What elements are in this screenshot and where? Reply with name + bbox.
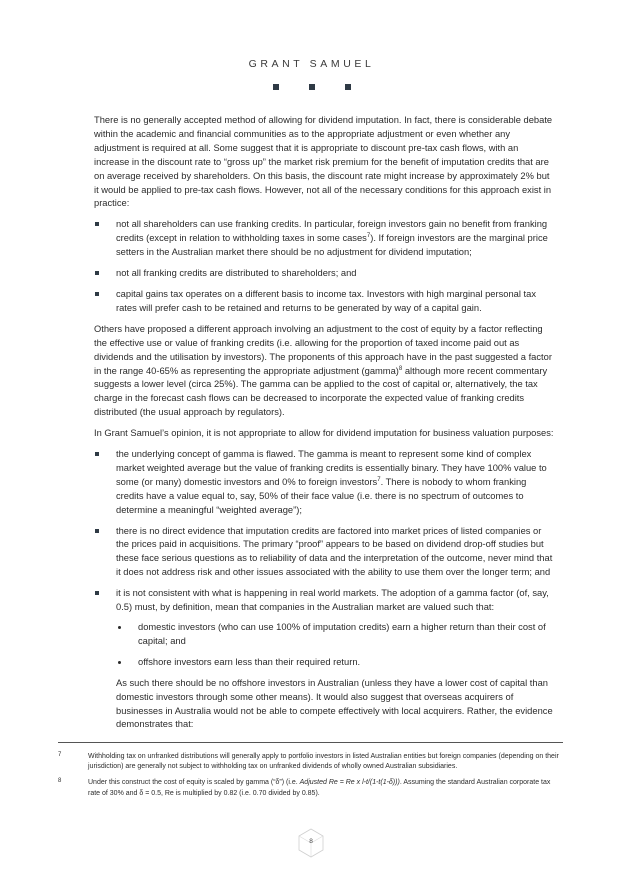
- footnote-ref: 8: [398, 365, 403, 372]
- square-bullet-icon: [95, 529, 99, 533]
- square-bullet-icon: [95, 271, 99, 275]
- paragraph-intro: There is no generally accepted method of allowing for dividend imputation. In fact, there is considerable debate within the academic and financial communities as to the appropriate adjustment or even whether any adjustment is required at all. Some suggest that it is appropriate to discount pre-tax cash flows, with an increase in the discount rate to “gross up” the market risk premium for the benefit of imputation credits that are on average received by shareholders. On this basis, the discount rate might increase by approximately 2% but it would be applied to pre-tax cash flows. However, not all of the necessary conditions for this approach exist in practice:: [94, 115, 553, 209]
- list-item-text: not all franking credits are distributed to shareholders; and: [116, 268, 357, 279]
- square-icon: [345, 84, 351, 90]
- footnote-text: Under this construct the cost of equity is scaled by gamma (“δ”) (i.e.: [88, 779, 300, 787]
- list-item-text: not all shareholders can use franking credits. In particular, foreign investors gain no benefit from franking credits (except in relation to withholding taxes in some cases: [116, 219, 548, 244]
- page-header: [0, 58, 623, 90]
- list-item: [94, 288, 556, 316]
- square-bullet-icon: [95, 222, 99, 226]
- square-icon: [309, 84, 315, 90]
- dot-bullet-icon: [118, 661, 121, 664]
- footnote-text: Withholding tax on unfranked distributions will generally apply to portfolio investors in listed Australian entities but foreign companies (depending on their jurisdiction) are generally not subject to withholding tax on unfranked dividends of wholly owned Australian subsidiaries.: [88, 753, 559, 771]
- list-item-text: . There is nobody to whom franking credits have a value equal to, say, 50% of their face value (i.e. there is no spectrum of outcomes to determine a meaningful “weighted average”);: [116, 476, 527, 515]
- footnote-number: 8: [58, 778, 62, 785]
- footnote-ref: 7: [366, 233, 371, 240]
- paragraph-opinion: In Grant Samuel’s opinion, it is not appropriate to allow for dividend imputation for business valuation purposes:: [94, 428, 554, 439]
- header-squares: [0, 84, 623, 90]
- list-item: [94, 448, 556, 518]
- footnote-formula: Adjusted Re = Re x l-t/(1-t(1-δ))): [299, 779, 400, 787]
- paragraph-text: although more recent commentary suggests a lower level (circa 25%). The gamma can be applied to the cost of capital or, alternatively, the tax charge in the forecast cash flows can be decreased to incorporate the expected value of franking credits distributed (the usual approach by regulators).: [94, 365, 548, 418]
- page-number: 8: [309, 838, 313, 845]
- list-item-text: the underlying concept of gamma is flawed. The gamma is meant to represent some kind of complex market weighted average but the value of franking credits is essentially binary. They have 100% value to some (or many) domestic investors and 0% to foreign investors: [116, 449, 547, 487]
- list-item: [94, 218, 556, 260]
- footnote-text: . Assuming the standard Australian corporate tax rate of 30% and δ = 0.5, Re is multiplied by 0.82 (i.e. 0.70 divided by 0.85).: [88, 779, 551, 797]
- list-item: [94, 267, 556, 281]
- footnote-8: [58, 778, 563, 798]
- brand-logo-text: GRANT SAMUEL: [248, 58, 375, 70]
- footnote-7: [58, 752, 563, 772]
- sub-list-item: [116, 621, 556, 649]
- square-bullet-icon: [95, 591, 99, 595]
- sub-list-item-text: offshore investors earn less than their required return.: [138, 656, 361, 667]
- footnote-ref: 7: [377, 476, 381, 483]
- sub-list-item: [116, 656, 556, 670]
- list-item-text: capital gains tax operates on a different basis to income tax. Investors with high marginal personal tax rates will prefer cash to be retained and returns to be generated by way of a capital gain.: [116, 288, 537, 313]
- footnotes: [58, 742, 563, 805]
- square-bullet-icon: [95, 452, 99, 456]
- square-icon: [273, 84, 279, 90]
- dot-bullet-icon: [118, 626, 121, 629]
- list-item: [94, 525, 556, 581]
- list-item-text: ). If foreign investors are the marginal price setters in the Australian market there should be no adjustment for dividend imputation;: [116, 233, 548, 258]
- footnote-number: 7: [58, 752, 62, 758]
- list-item-text: there is no direct evidence that imputation credits are factored into market prices of listed companies or the prices paid in acquisitions. The primary “proof” appears to be based on dividend drop-off studies but these face serious questions as to reliability of data and the interpretation of the outcome, never mind that it does not address risk and other issues associated with the ability to use them over the longer term; and: [116, 525, 553, 578]
- list-item-continuation: As such there should be no offshore investors in Australian (unless they have a lower cost of capital than domestic investors through some other means). It would also suggest that overseas acquirers of businesses in Australia would not be able to compete effectively with local acquirers. Rather, the evidence demonstrates that:: [116, 677, 553, 730]
- opinion-list: [94, 448, 556, 732]
- list-item: [94, 587, 556, 732]
- paragraph-text: Others have proposed a different approach involving an adjustment to the cost of equity by a factor reflecting the effective use or value of franking credits (i.e. allowing for the proportion of taxed income paid out as dividends and the utilisation by investors). The proponents of this approach have in the past suggested a factor in the range 40-65% as representing the appropriate adjustment (gamma): [94, 323, 552, 376]
- page-number-badge: [297, 828, 325, 858]
- body-content: [94, 114, 556, 739]
- square-bullet-icon: [95, 292, 99, 296]
- sub-list-item-text: domestic investors (who can use 100% of imputation credits) earn a higher return than their cost of capital; and: [138, 622, 546, 646]
- paragraph-gamma: [94, 323, 556, 420]
- list-item-text: it is not consistent with what is happening in real world markets. The adoption of a gamma factor (of, say, 0.5) must, by definition, mean that companies in the Australian market are valued such that:: [116, 588, 549, 613]
- sub-list: [116, 621, 556, 670]
- conditions-list: [94, 218, 556, 315]
